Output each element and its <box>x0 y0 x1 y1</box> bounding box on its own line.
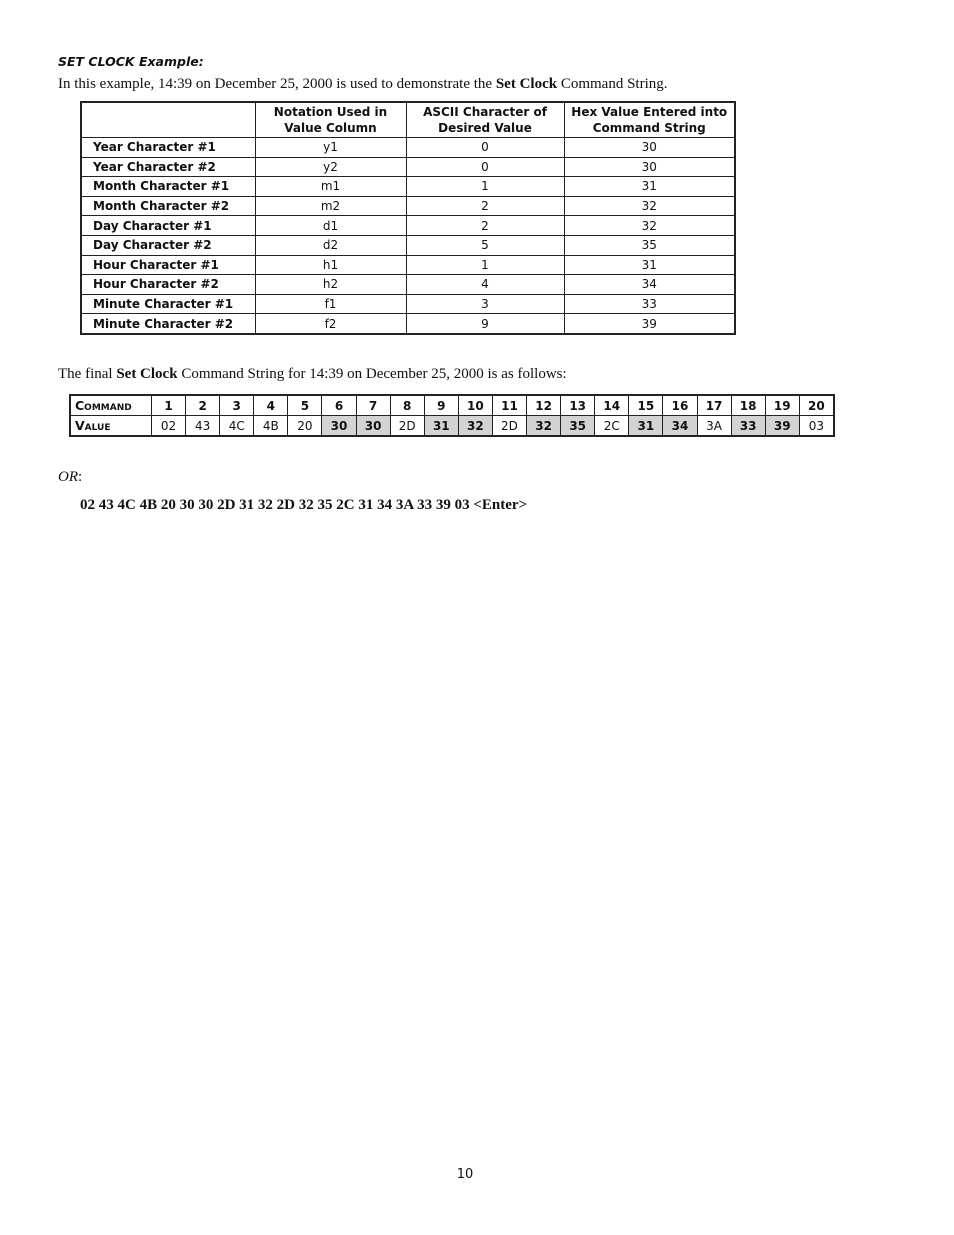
ascii-cell: 4 <box>406 275 564 295</box>
notation-cell: h1 <box>255 255 406 275</box>
command-position-cell: 15 <box>629 395 663 416</box>
command-position-cell: 14 <box>595 395 629 416</box>
row-label: Month Character #2 <box>81 196 255 216</box>
ascii-cell: 0 <box>406 138 564 158</box>
hex-cell: 32 <box>564 216 735 236</box>
table-row <box>81 138 735 158</box>
clock-table-header-row <box>81 102 735 138</box>
command-position-cell: 20 <box>799 395 834 416</box>
command-position-cell: 4 <box>254 395 288 416</box>
command-value-cell: 3A <box>697 416 731 437</box>
command-string-table <box>69 394 835 437</box>
command-position-cell: 9 <box>424 395 458 416</box>
command-position-cell: 19 <box>765 395 799 416</box>
notation-cell: y2 <box>255 157 406 177</box>
command-position-cell: 16 <box>663 395 697 416</box>
command-position-cell: 5 <box>288 395 322 416</box>
command-position-cell: 1 <box>152 395 186 416</box>
clock-character-table <box>80 101 736 335</box>
notation-cell: f1 <box>255 294 406 314</box>
notation-cell: d1 <box>255 216 406 236</box>
command-value-cell: 31 <box>629 416 663 437</box>
command-value-cell: 32 <box>458 416 492 437</box>
table-row <box>81 275 735 295</box>
ascii-cell: 3 <box>406 294 564 314</box>
final-string-paragraph <box>58 366 567 383</box>
command-string-line: 02 43 4C 4B 20 30 30 2D 31 32 2D 32 35 2C 31 34 3A 33 39 03 <Enter> <box>80 497 528 513</box>
command-value-cell: 02 <box>152 416 186 437</box>
table-row <box>81 255 735 275</box>
command-value-cell: 33 <box>731 416 765 437</box>
or-colon: : <box>78 469 83 485</box>
command-position-cell: 6 <box>322 395 356 416</box>
command-position-cell: 11 <box>492 395 526 416</box>
notation-cell: m1 <box>255 177 406 197</box>
hex-cell: 30 <box>564 157 735 177</box>
intro-paragraph <box>58 76 668 93</box>
hex-cell: 32 <box>564 196 735 216</box>
ascii-cell: 1 <box>406 177 564 197</box>
command-position-cell: 3 <box>220 395 254 416</box>
table-row <box>81 314 735 334</box>
section-heading: SET CLOCK Example: <box>58 54 204 69</box>
row-label: Hour Character #1 <box>81 255 255 275</box>
ascii-cell: 9 <box>406 314 564 334</box>
value-row-label: Value <box>70 416 152 437</box>
command-value-cell: 30 <box>322 416 356 437</box>
command-position-cell: 13 <box>561 395 595 416</box>
ascii-cell: 2 <box>406 196 564 216</box>
ascii-cell: 2 <box>406 216 564 236</box>
or-label <box>58 469 82 486</box>
table-row <box>81 216 735 236</box>
table-row <box>81 294 735 314</box>
command-value-cell: 2D <box>492 416 526 437</box>
page-number: 10 <box>456 1167 474 1182</box>
command-value-cell: 30 <box>356 416 390 437</box>
table-row <box>81 196 735 216</box>
row-label: Year Character #1 <box>81 138 255 158</box>
command-value-cell: 39 <box>765 416 799 437</box>
table-row <box>81 157 735 177</box>
final-text-after: Command String for 14:39 on December 25, 2000 is as follows: <box>177 366 567 382</box>
row-label: Day Character #2 <box>81 235 255 255</box>
command-position-cell: 17 <box>697 395 731 416</box>
ascii-cell: 1 <box>406 255 564 275</box>
clock-header-blank <box>81 102 255 138</box>
notation-cell: h2 <box>255 275 406 295</box>
hex-cell: 34 <box>564 275 735 295</box>
notation-cell: f2 <box>255 314 406 334</box>
notation-cell: m2 <box>255 196 406 216</box>
row-label: Month Character #1 <box>81 177 255 197</box>
row-label: Minute Character #1 <box>81 294 255 314</box>
command-value-cell: 20 <box>288 416 322 437</box>
hex-cell: 31 <box>564 177 735 197</box>
command-position-cell: 10 <box>458 395 492 416</box>
row-label: Year Character #2 <box>81 157 255 177</box>
command-position-cell: 18 <box>731 395 765 416</box>
command-position-cell: 2 <box>186 395 220 416</box>
command-row <box>70 395 834 416</box>
notation-cell: y1 <box>255 138 406 158</box>
value-row <box>70 416 834 437</box>
row-label: Hour Character #2 <box>81 275 255 295</box>
table-row <box>81 235 735 255</box>
hex-cell: 39 <box>564 314 735 334</box>
intro-text-before: In this example, 14:39 on December 25, 2000 is used to demonstrate the <box>58 76 496 92</box>
row-label: Minute Character #2 <box>81 314 255 334</box>
command-row-label: Command <box>70 395 152 416</box>
command-position-cell: 7 <box>356 395 390 416</box>
hex-cell: 35 <box>564 235 735 255</box>
command-value-cell: 43 <box>186 416 220 437</box>
command-value-cell: 03 <box>799 416 834 437</box>
command-value-cell: 34 <box>663 416 697 437</box>
clock-header-hex: Hex Value Entered into Command String <box>564 102 735 138</box>
command-value-cell: 4B <box>254 416 288 437</box>
hex-cell: 31 <box>564 255 735 275</box>
notation-cell: d2 <box>255 235 406 255</box>
hex-cell: 30 <box>564 138 735 158</box>
intro-text-bold: Set Clock <box>495 76 558 92</box>
row-label: Day Character #1 <box>81 216 255 236</box>
hex-cell: 33 <box>564 294 735 314</box>
command-position-cell: 12 <box>527 395 561 416</box>
ascii-cell: 5 <box>406 235 564 255</box>
command-value-cell: 4C <box>220 416 254 437</box>
command-value-cell: 35 <box>561 416 595 437</box>
command-value-cell: 2C <box>595 416 629 437</box>
table-row <box>81 177 735 197</box>
clock-header-notation: Notation Used in Value Column <box>255 102 406 138</box>
clock-header-ascii: ASCII Character of Desired Value <box>406 102 564 138</box>
command-position-cell: 8 <box>390 395 424 416</box>
command-value-cell: 2D <box>390 416 424 437</box>
ascii-cell: 0 <box>406 157 564 177</box>
command-value-cell: 32 <box>527 416 561 437</box>
intro-text-after: Command String. <box>557 76 668 92</box>
final-text-bold: Set Clock <box>116 366 178 382</box>
final-text-before: The final <box>58 366 117 382</box>
command-value-cell: 31 <box>424 416 458 437</box>
or-text: OR <box>58 469 78 485</box>
